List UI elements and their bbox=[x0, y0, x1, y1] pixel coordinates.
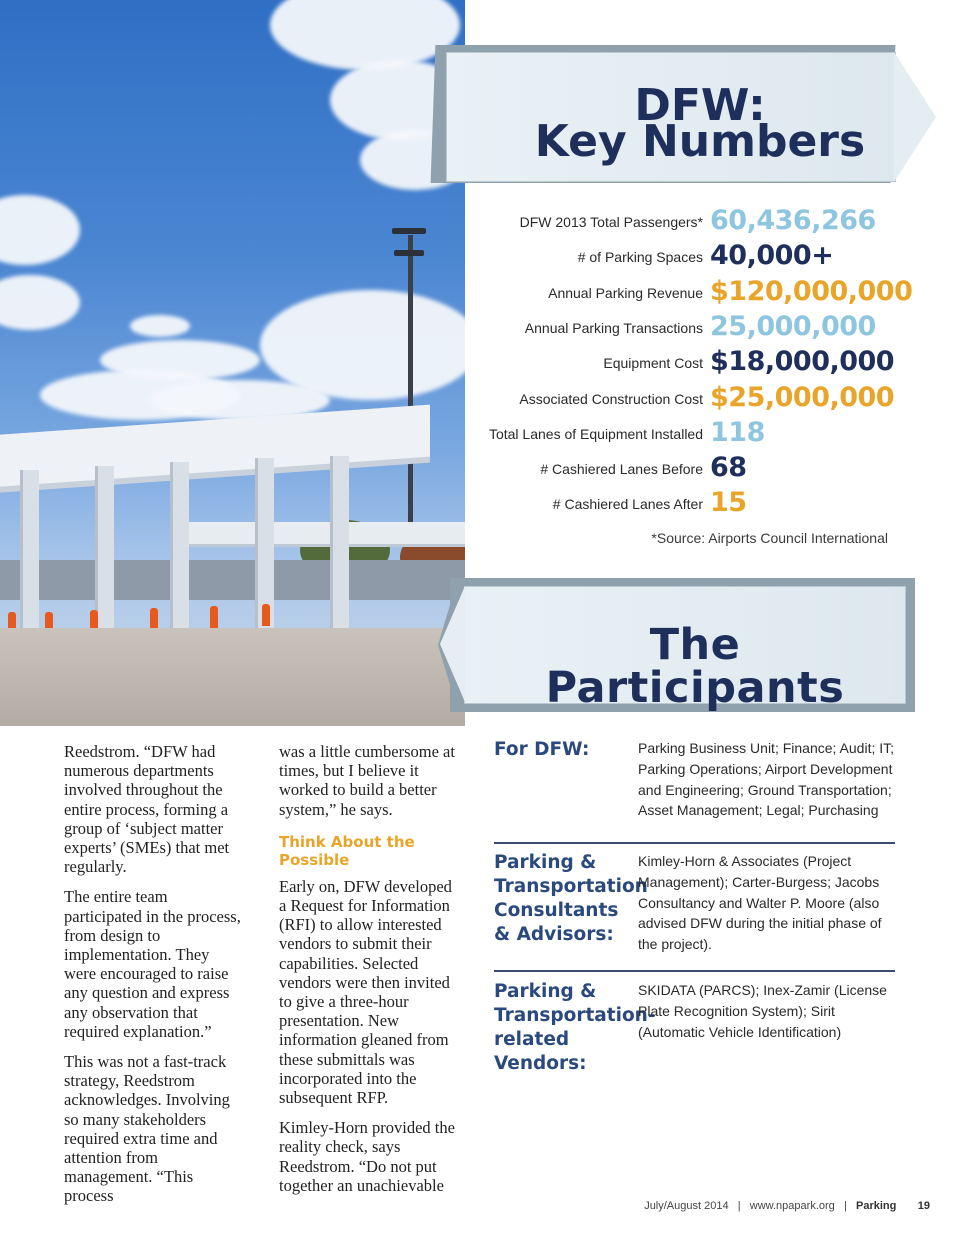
article-paragraph: was a little cumbersome at times, but I believe it worked to build a better system,” he says. bbox=[279, 742, 455, 819]
key-number-row bbox=[470, 308, 890, 342]
key-number-label: Equipment Cost bbox=[603, 355, 703, 372]
parking-plaza-photo bbox=[0, 0, 465, 726]
key-numbers-title-line2: Key Numbers bbox=[534, 116, 866, 167]
key-number-row bbox=[470, 237, 890, 271]
key-numbers-source: *Source: Airports Council International bbox=[651, 530, 888, 546]
key-number-row bbox=[470, 202, 890, 236]
article-paragraph: Early on, DFW developed a Request for Information (RFI) to allow interested vendors to submit their capabilities. Selected vendors were then invited to give a three-hour presentation. New information gleaned from these submittals was incorporated into the subsequent RFP. bbox=[279, 876, 452, 1108]
participants-title: The Participants bbox=[545, 620, 845, 713]
key-number-row bbox=[470, 343, 895, 378]
page-footer bbox=[644, 1200, 930, 1212]
footer-separator: | bbox=[843, 1200, 847, 1212]
article-column-1 bbox=[64, 742, 242, 1217]
participant-text: Parking Business Unit; Finance; Audit; IT; Parking Operations; Airport Development and Engineering; Ground Transportation; Asset Management; Legal; Purchasing bbox=[638, 740, 895, 819]
rear-canopy bbox=[180, 522, 465, 544]
key-number-value: $25,000,000 bbox=[710, 381, 895, 413]
participant-label: Parking & Transportation-related Vendors: bbox=[494, 981, 656, 1074]
key-number-label: Annual Parking Revenue bbox=[548, 284, 703, 301]
divider bbox=[494, 970, 895, 972]
key-number-value: 60,436,266 bbox=[710, 205, 876, 236]
key-number-value: 15 bbox=[710, 487, 747, 519]
key-number-value: 25,000,000 bbox=[710, 310, 876, 342]
website-link[interactable]: www.npapark.org bbox=[749, 1200, 835, 1212]
magazine-name: Parking bbox=[855, 1200, 897, 1212]
key-number-row bbox=[470, 414, 890, 448]
issue-date: July/August 2014 bbox=[644, 1200, 729, 1212]
participant-text: SKIDATA (PARCS); Inex-Zamir (License Plate Recognition System); Sirit (Automatic Vehicle Identification) bbox=[638, 982, 887, 1040]
participant-label: Parking & Transportation Consultants & Advisors: bbox=[494, 852, 648, 945]
key-number-value: 40,000+ bbox=[710, 240, 834, 272]
key-number-value: 118 bbox=[710, 416, 765, 448]
key-number-label: Associated Construction Cost bbox=[519, 390, 703, 407]
key-number-row bbox=[470, 449, 890, 483]
key-number-label: # Cashiered Lanes After bbox=[552, 496, 703, 513]
key-number-value: 68 bbox=[710, 452, 747, 484]
key-number-value: $18,000,000 bbox=[710, 346, 895, 378]
key-number-row bbox=[470, 379, 895, 413]
article-paragraph: This was not a fast-track strategy, Reedstrom acknowledges. Involving so many stakeholders required extra time and attention from management. “This process bbox=[64, 1052, 230, 1206]
article-paragraph: Reedstrom. “DFW had numerous departments involved throughout the entire process, forming a group of ‘subject matter experts’ (SMEs) that met regularly. bbox=[64, 742, 230, 877]
light-pole bbox=[408, 235, 413, 535]
key-numbers-title-line1: DFW: bbox=[634, 80, 766, 131]
key-number-label: # of Parking Spaces bbox=[577, 249, 703, 266]
key-number-label: Total Lanes of Equipment Installed bbox=[488, 425, 703, 442]
section-heading: Think About the Possible bbox=[279, 832, 415, 869]
key-number-label: # Cashiered Lanes Before bbox=[540, 461, 703, 478]
key-number-label: DFW 2013 Total Passengers* bbox=[519, 214, 703, 230]
article-paragraph: The entire team participated in the process, from design to implementation. They were encouraged to raise any question and express any observation that required explanation.” bbox=[64, 887, 241, 1041]
page-number: 19 bbox=[917, 1200, 930, 1212]
key-number-label: Annual Parking Transactions bbox=[524, 319, 703, 336]
participant-text: Kimley-Horn & Associates (Project Management); Carter-Burgess; Jacobs Consultancy and Walter P. Moore (also advised DFW during the initial phase of the project). bbox=[638, 853, 882, 953]
article-column-2 bbox=[279, 742, 459, 1206]
key-number-row bbox=[470, 273, 913, 307]
participant-label: For DFW: bbox=[494, 739, 590, 760]
footer-separator: | bbox=[737, 1200, 741, 1212]
article-paragraph: Kimley-Horn provided the reality check, says Reedstrom. “Do not put together an unachievable bbox=[279, 1118, 455, 1195]
key-number-value: $120,000,000 bbox=[710, 275, 913, 307]
divider bbox=[494, 842, 895, 844]
key-number-row bbox=[470, 484, 890, 518]
